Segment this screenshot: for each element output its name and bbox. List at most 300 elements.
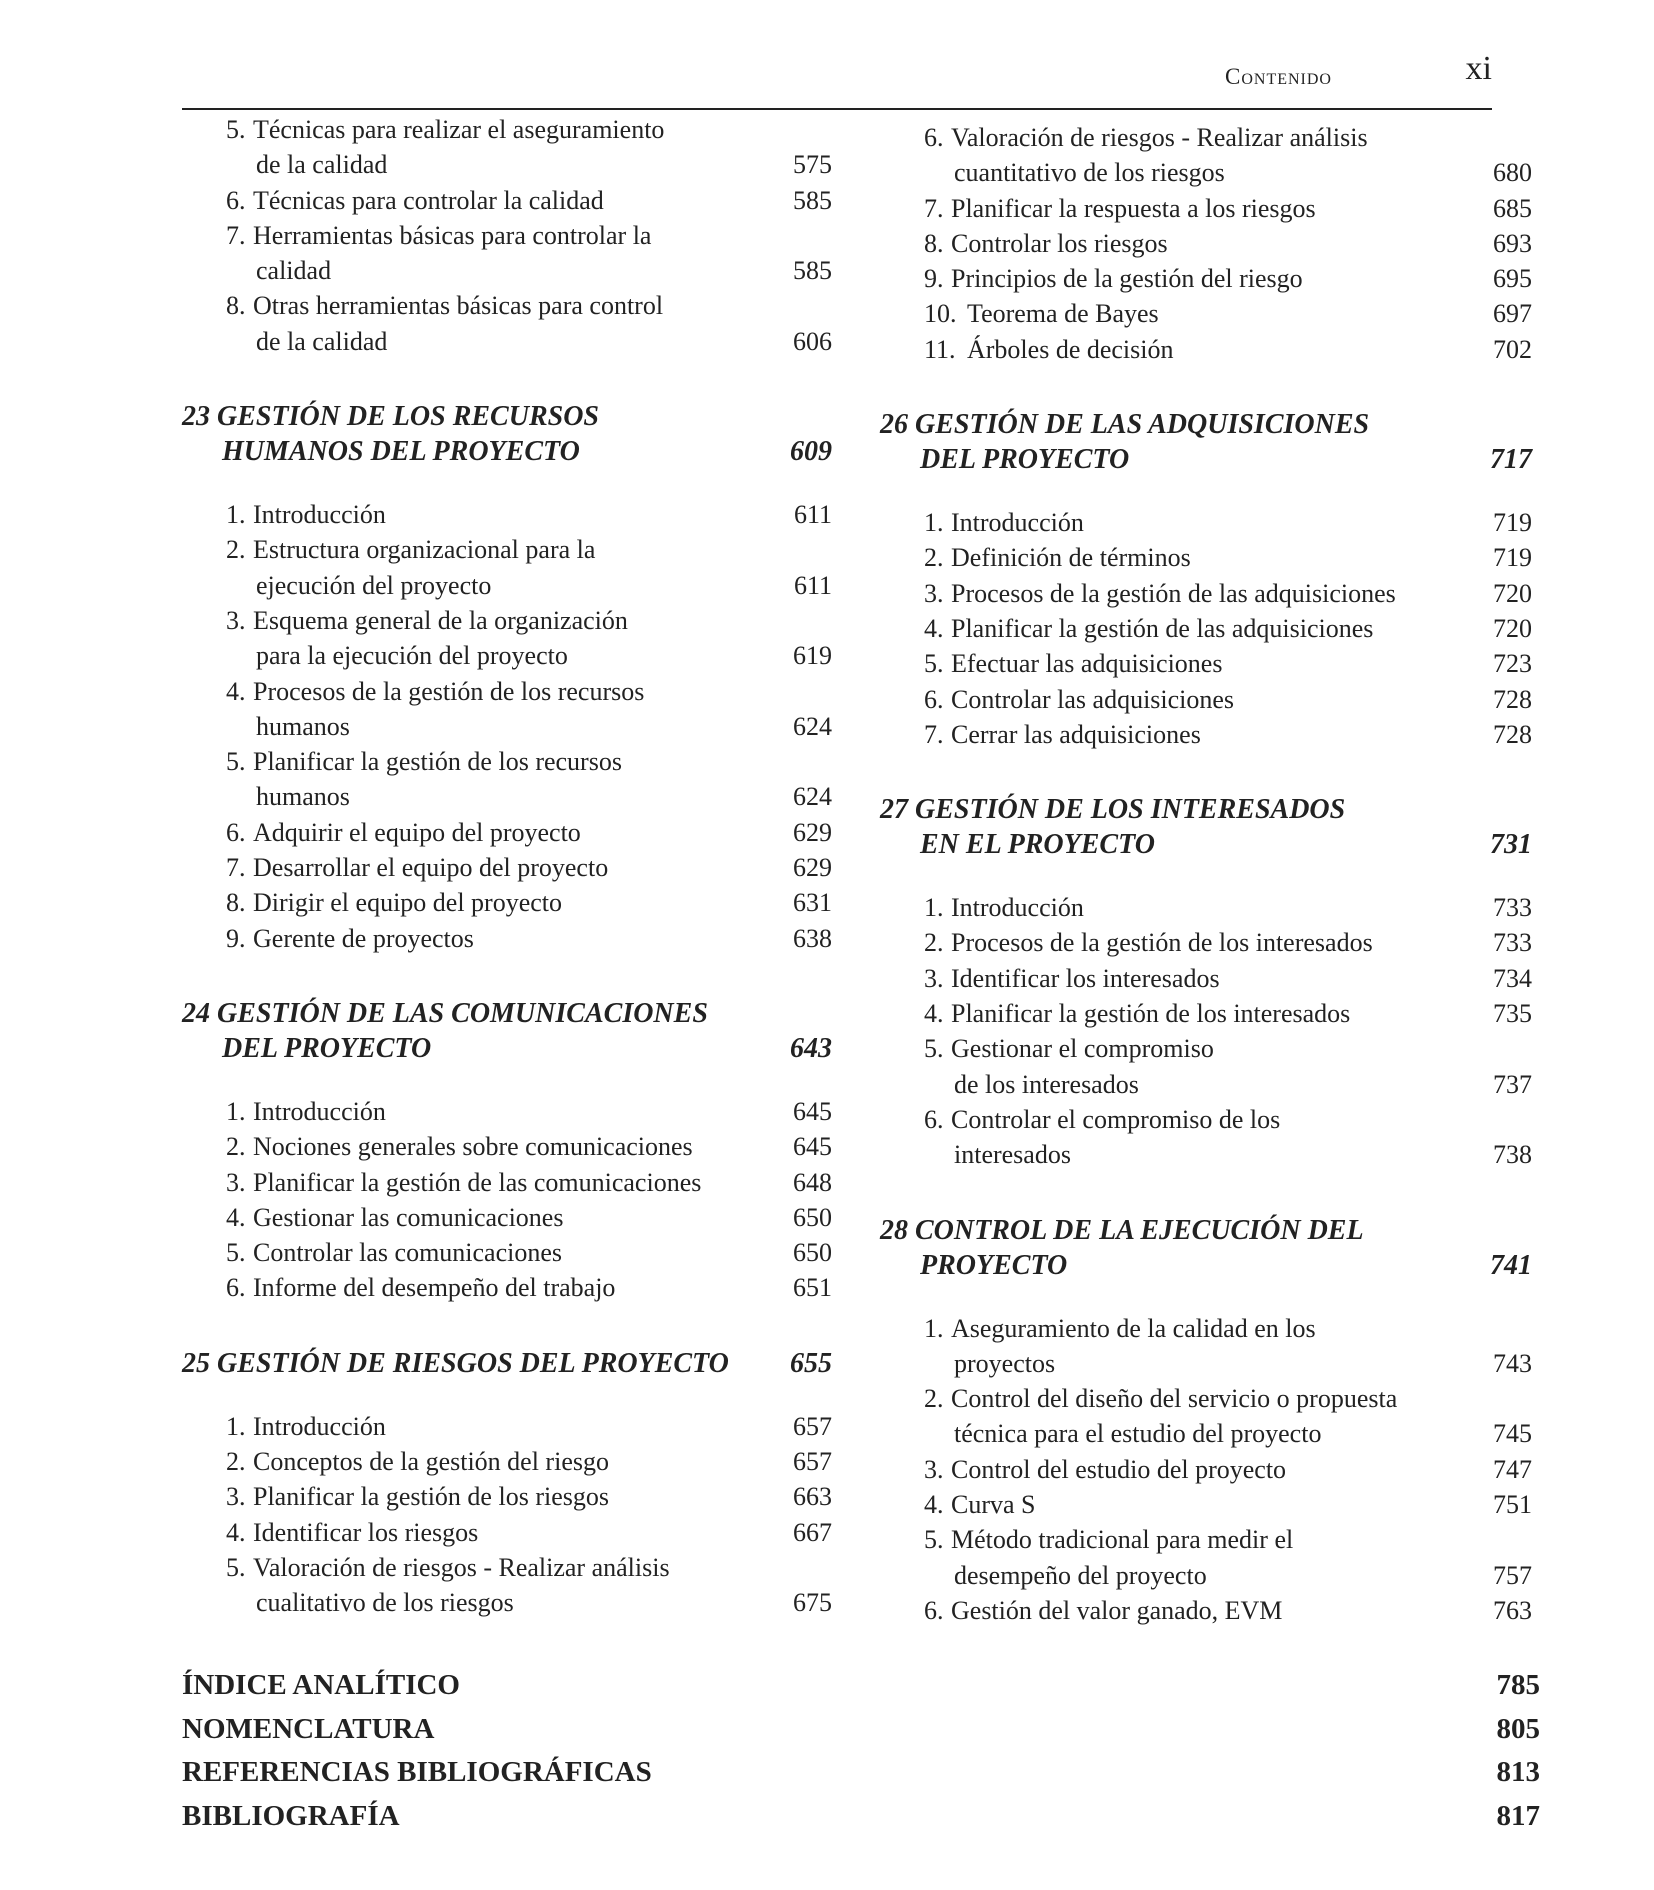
toc-entry: [182, 1550, 832, 1621]
chapter-entries: [182, 497, 832, 956]
entry-title: [226, 497, 752, 532]
entry-page: 575: [793, 150, 832, 180]
toc-entry: [182, 1479, 832, 1514]
entry-title-line: Planificar la gestión de las adquisiciones: [951, 613, 1374, 643]
chapter-page: 731: [1490, 829, 1532, 861]
entry-page: 719: [1493, 543, 1532, 573]
chapter-entries: [880, 1311, 1532, 1629]
entry-title: [226, 850, 752, 885]
toc-entry: [880, 1452, 1532, 1487]
entry-title-line: calidad: [256, 256, 332, 286]
entry-title-line: de la calidad: [256, 326, 388, 356]
entry-title: [226, 1515, 752, 1550]
toc-entry: [182, 183, 832, 218]
entry-page: 763: [1493, 1595, 1532, 1625]
entry-title-line: Controlar el compromiso de los: [951, 1104, 1281, 1134]
entry-title-line: Procesos de la gestión de los recursos: [253, 676, 645, 706]
entry-title-line: Árboles de decisión: [967, 334, 1174, 364]
entry-title-line: Estructura organizacional para la: [253, 535, 596, 565]
entry-number: 2.: [924, 1384, 944, 1414]
chapter-entries: [880, 890, 1532, 1172]
chapter-page: 643: [790, 1032, 832, 1064]
entry-page: 751: [1493, 1490, 1532, 1520]
entry-page: 728: [1493, 719, 1532, 749]
entry-number: 6.: [226, 1273, 246, 1303]
entry-title: [924, 226, 1452, 261]
chapter-title-line: 23 GESTIÓN DE LOS RECURSOS: [182, 401, 599, 433]
entry-title: [226, 1550, 752, 1621]
entry-title-line: Planificar la gestión de los recursos: [253, 747, 622, 777]
entry-title: [226, 112, 752, 183]
entry-number: 7.: [226, 853, 246, 883]
entry-title-line: Conceptos de la gestión del riesgo: [253, 1447, 609, 1477]
chapter-heading: [880, 407, 1532, 477]
toc-entry: [182, 1094, 832, 1129]
entry-number: 5.: [924, 1034, 944, 1064]
entry-title: [226, 674, 752, 745]
entry-page: 645: [793, 1132, 832, 1162]
entry-number: 1.: [226, 1411, 246, 1441]
entry-title-line: Adquirir el equipo del proyecto: [253, 817, 581, 847]
entry-title: [924, 576, 1452, 611]
entry-title-line: Otras herramientas básicas para control: [253, 291, 664, 321]
entry-number: 5.: [226, 1552, 246, 1582]
entry-page: 685: [1493, 193, 1532, 223]
chapter-block: [880, 1213, 1532, 1629]
entry-page: 745: [1493, 1419, 1532, 1449]
toc-entry: [182, 885, 832, 920]
toc-entry: [182, 603, 832, 674]
entry-title: [226, 1129, 752, 1164]
entry-title: [226, 288, 752, 359]
back-matter-item: [182, 1708, 1540, 1752]
entry-title-line: Identificar los interesados: [951, 963, 1220, 993]
entry-title-line: Introducción: [253, 1411, 386, 1441]
entry-title-line: Planificar la gestión de las comunicaciones: [253, 1167, 702, 1197]
entry-page: 693: [1493, 228, 1532, 258]
entry-title-line: Valoración de riesgos - Realizar análisis: [951, 123, 1368, 152]
entry-number: 2.: [226, 535, 246, 565]
entry-title: [226, 532, 752, 603]
entry-number: 2.: [924, 928, 944, 958]
entry-page: 624: [793, 782, 832, 812]
entry-page: 757: [1493, 1560, 1532, 1590]
entry-title-line: Nociones generales sobre comunicaciones: [253, 1132, 693, 1162]
entry-number: 9.: [924, 264, 944, 294]
toc-entry: [880, 296, 1532, 331]
entry-title: [226, 1165, 752, 1200]
back-matter-title: BIBLIOGRAFÍA: [182, 1799, 400, 1832]
entry-number: 1.: [924, 1313, 944, 1343]
entry-title-line: Herramientas básicas para controlar la: [253, 220, 652, 250]
entry-title-line: Controlar las comunicaciones: [253, 1238, 563, 1268]
entry-number: 4.: [924, 999, 944, 1029]
entry-title: [226, 815, 752, 850]
back-matter-list: [182, 1664, 1540, 1838]
toc-entry: [182, 850, 832, 885]
entry-title-line: Gestionar las comunicaciones: [253, 1202, 564, 1232]
entry-number: 5.: [226, 1238, 246, 1268]
entry-title: [924, 540, 1452, 575]
entry-title: [226, 885, 752, 920]
entry-title-line: Control del diseño del servicio o propuesta: [951, 1384, 1398, 1414]
entry-title-line: para la ejecución del proyecto: [256, 641, 568, 671]
toc-entry: [182, 112, 832, 183]
toc-entry: [880, 890, 1532, 925]
chapter-entries: [880, 505, 1532, 752]
entry-title-line: Principios de la gestión del riesgo: [951, 264, 1303, 294]
toc-entry: [880, 1487, 1532, 1522]
back-matter-item: [182, 1795, 1540, 1839]
back-matter-item: [182, 1751, 1540, 1795]
entry-title-line: Definición de términos: [951, 543, 1191, 573]
entry-title-line: Método tradicional para medir el: [951, 1525, 1294, 1555]
toc-entry: [182, 1444, 832, 1479]
entry-title: [226, 183, 752, 218]
entry-number: 7.: [226, 220, 246, 250]
entry-number: 7.: [924, 193, 944, 223]
entry-title-line: desempeño del proyecto: [954, 1560, 1207, 1590]
entry-number: 4.: [226, 1202, 246, 1232]
entry-page: 648: [793, 1167, 832, 1197]
entry-page: 651: [793, 1273, 832, 1303]
back-matter-page: 805: [1496, 1712, 1540, 1745]
chapter-page: 717: [1490, 444, 1532, 476]
entry-title: [924, 261, 1452, 296]
entry-title-line: Planificar la respuesta a los riesgos: [951, 193, 1316, 223]
entry-number: 3.: [226, 605, 246, 635]
continued-entries: [880, 120, 1532, 367]
entry-number: 3.: [226, 1167, 246, 1197]
entry-page: 585: [793, 185, 832, 215]
toc-entry: [880, 1031, 1532, 1102]
toc-right-column: [880, 120, 1532, 1628]
entry-title-line: Planificar la gestión de los riesgos: [253, 1482, 609, 1512]
toc-entry: [182, 744, 832, 815]
entry-number: 4.: [226, 676, 246, 706]
entry-number: 5.: [226, 747, 246, 777]
chapter-spacer: [880, 1173, 1532, 1213]
chapter-title-line: PROYECTO: [920, 1249, 1068, 1281]
toc-entry: [182, 815, 832, 850]
entry-title-line: Controlar las adquisiciones: [951, 684, 1235, 714]
entry-title: [924, 1522, 1452, 1593]
entry-number: 6.: [924, 1595, 944, 1625]
entry-page: 611: [793, 570, 832, 600]
chapter-block: [182, 996, 832, 1306]
entry-title-line: humanos: [256, 782, 350, 812]
entry-title: [226, 1270, 752, 1305]
entry-title-line: Planificar la gestión de los interesados: [951, 999, 1351, 1029]
entry-title-line: Informe del desempeño del trabajo: [253, 1273, 616, 1303]
entry-page: 585: [793, 256, 832, 286]
toc-entry: [880, 646, 1532, 681]
entry-title-line: Introducción: [951, 893, 1084, 923]
entry-number: 6.: [924, 684, 944, 714]
toc-entry: [182, 921, 832, 956]
toc-entry: [880, 611, 1532, 646]
entry-title: [226, 218, 752, 289]
entry-page: 657: [793, 1447, 832, 1477]
chapter-title-line: EN EL PROYECTO: [920, 829, 1155, 861]
chapter-spacer: [880, 367, 1532, 407]
entry-number: 6.: [924, 1104, 944, 1134]
chapter-block: [880, 792, 1532, 1172]
entry-page: 728: [1493, 684, 1532, 714]
entry-page: 720: [1493, 613, 1532, 643]
back-matter-item: [182, 1664, 1540, 1708]
entry-title: [924, 191, 1452, 226]
entry-number: 6.: [924, 123, 944, 152]
entry-page: 663: [793, 1482, 832, 1512]
entry-page: 624: [793, 711, 832, 741]
entry-title-line: Efectuar las adquisiciones: [951, 649, 1223, 679]
toc-entry: [182, 1270, 832, 1305]
entry-title: [924, 332, 1452, 367]
toc-entry: [182, 218, 832, 289]
entry-number: 4.: [924, 613, 944, 643]
toc-left-column: [182, 112, 832, 1621]
chapter-heading: [182, 1346, 832, 1381]
entry-title: [924, 682, 1452, 717]
toc-entry: [182, 532, 832, 603]
chapter-title-line: DEL PROYECTO: [920, 444, 1130, 476]
chapter-title-line: 25 GESTIÓN DE RIESGOS DEL PROYECTO: [182, 1347, 729, 1379]
entry-page: 619: [793, 641, 832, 671]
entry-title-line: de los interesados: [954, 1069, 1139, 1099]
chapter-spacer: [182, 956, 832, 996]
back-matter-title: ÍNDICE ANALÍTICO: [182, 1669, 460, 1701]
entry-number: 9.: [226, 923, 246, 953]
entry-number: 10.: [924, 299, 957, 329]
entry-page: 747: [1493, 1454, 1532, 1484]
entry-title-line: interesados: [954, 1140, 1071, 1170]
entry-number: 4.: [226, 1517, 246, 1547]
chapter-title-line: 24 GESTIÓN DE LAS COMUNICACIONES: [182, 997, 708, 1029]
entry-number: 2.: [226, 1447, 246, 1477]
entry-number: 6.: [226, 185, 246, 215]
entry-title: [226, 921, 752, 956]
entry-page: 606: [793, 326, 832, 356]
entry-title-line: Control del estudio del proyecto: [951, 1454, 1287, 1484]
toc-entry: [880, 1381, 1532, 1452]
entry-page: 631: [793, 888, 832, 918]
entry-page: 737: [1493, 1069, 1532, 1099]
toc-entry: [880, 925, 1532, 960]
back-matter-title: NOMENCLATURA: [182, 1712, 435, 1745]
page-header: [182, 50, 1492, 110]
entry-title-line: ejecución del proyecto: [256, 570, 492, 600]
entry-title-line: Introducción: [951, 508, 1084, 538]
entry-title: [924, 1102, 1452, 1173]
toc-entry: [182, 1409, 832, 1444]
page-number: xi: [1465, 50, 1492, 87]
entry-title: [226, 1409, 752, 1444]
entry-page: 719: [1493, 508, 1532, 538]
entry-number: 3.: [226, 1482, 246, 1512]
chapter-spacer: [880, 752, 1532, 792]
entry-title-line: Aseguramiento de la calidad en los: [951, 1313, 1316, 1343]
entry-number: 4.: [924, 1490, 944, 1520]
entry-title-line: Gestión del valor ganado, EVM: [951, 1595, 1283, 1625]
entry-page: 695: [1493, 264, 1532, 294]
continued-entries: [182, 112, 832, 359]
entry-title-line: Curva S: [951, 1490, 1036, 1520]
entry-title: [924, 296, 1452, 331]
entry-page: 650: [793, 1238, 832, 1268]
entry-number: 11.: [924, 334, 956, 364]
entry-title: [924, 1452, 1452, 1487]
entry-number: 1.: [226, 500, 246, 530]
chapter-entries: [182, 1409, 832, 1621]
entry-page: 657: [793, 1411, 832, 1441]
entry-title: [924, 1381, 1452, 1452]
toc-entry: [880, 191, 1532, 226]
chapter-heading: [880, 1213, 1532, 1283]
entry-title: [226, 744, 752, 815]
entry-page: 645: [793, 1096, 832, 1126]
toc-entry: [182, 497, 832, 532]
chapter-heading: [182, 996, 832, 1066]
entry-number: 5.: [924, 1525, 944, 1555]
toc-entry: [880, 226, 1532, 261]
toc-entry: [182, 674, 832, 745]
entry-title: [924, 1031, 1452, 1102]
chapter-heading: [880, 792, 1532, 862]
entry-title: [226, 1444, 752, 1479]
toc-entry: [880, 1102, 1532, 1173]
chapter-block: [880, 407, 1532, 752]
toc-entry: [880, 961, 1532, 996]
toc-entry: [880, 1311, 1532, 1382]
entry-title-line: Técnicas para controlar la calidad: [253, 185, 604, 215]
entry-title: [924, 925, 1452, 960]
entry-page: 697: [1493, 299, 1532, 329]
entry-page: 734: [1493, 963, 1532, 993]
entry-title: [924, 1311, 1452, 1382]
entry-title-line: Técnicas para realizar el aseguramiento: [253, 115, 665, 144]
chapter-page: 741: [1490, 1249, 1532, 1281]
entry-number: 2.: [226, 1132, 246, 1162]
entry-title-line: Valoración de riesgos - Realizar análisis: [253, 1552, 670, 1582]
entry-number: 7.: [924, 719, 944, 749]
entry-title-line: Desarrollar el equipo del proyecto: [253, 853, 609, 883]
chapter-title-line: 26 GESTIÓN DE LAS ADQUISICIONES: [880, 409, 1370, 441]
entry-title: [924, 1593, 1452, 1628]
entry-title: [226, 1200, 752, 1235]
entry-title-line: cualitativo de los riesgos: [256, 1588, 514, 1618]
entry-title-line: Gestionar el compromiso: [951, 1034, 1214, 1064]
toc-entry: [880, 576, 1532, 611]
entry-page: 629: [793, 817, 832, 847]
entry-page: 720: [1493, 578, 1532, 608]
entry-title: [924, 996, 1452, 1031]
entry-title-line: Cerrar las adquisiciones: [951, 719, 1201, 749]
entry-page: 611: [793, 500, 832, 530]
entry-title: [924, 1487, 1452, 1522]
toc-entry: [182, 1129, 832, 1164]
entry-title-line: Teorema de Bayes: [967, 299, 1159, 329]
chapter-spacer: [182, 1306, 832, 1346]
entry-title: [924, 890, 1452, 925]
entry-title: [924, 611, 1452, 646]
chapter-title-line: HUMANOS DEL PROYECTO: [222, 436, 580, 468]
chapter-heading: [182, 399, 832, 469]
toc-entry: [880, 1593, 1532, 1628]
entry-title-line: técnica para el estudio del proyecto: [954, 1419, 1322, 1449]
entry-title-line: Gerente de proyectos: [253, 923, 474, 953]
entry-page: 733: [1493, 928, 1532, 958]
back-matter-page: 813: [1496, 1756, 1540, 1788]
entry-title-line: Introducción: [253, 500, 386, 530]
entry-page: 650: [793, 1202, 832, 1232]
toc-entry: [880, 332, 1532, 367]
entry-number: 5.: [226, 115, 246, 144]
toc-entry: [880, 540, 1532, 575]
entry-page: 638: [793, 923, 832, 953]
toc-entry: [880, 261, 1532, 296]
entry-page: 629: [793, 853, 832, 883]
entry-number: 3.: [924, 1454, 944, 1484]
chapter-page: 655: [790, 1347, 832, 1379]
entry-page: 733: [1493, 893, 1532, 923]
chapter-spacer: [182, 359, 832, 399]
chapter-title-line: DEL PROYECTO: [222, 1032, 432, 1064]
toc-entry: [880, 996, 1532, 1031]
entry-number: 5.: [924, 649, 944, 679]
entry-title-line: humanos: [256, 711, 350, 741]
entry-number: 8.: [226, 888, 246, 918]
toc-entry: [182, 288, 832, 359]
entry-page: 667: [793, 1517, 832, 1547]
toc-entry: [182, 1515, 832, 1550]
entry-title: [924, 505, 1452, 540]
toc-entry: [182, 1235, 832, 1270]
entry-title: [226, 1094, 752, 1129]
entry-title: [924, 717, 1452, 752]
entry-number: 8.: [226, 291, 246, 321]
entry-page: 723: [1493, 649, 1532, 679]
chapter-title-line: 27 GESTIÓN DE LOS INTERESADOS: [880, 794, 1346, 826]
entry-title-line: de la calidad: [256, 150, 388, 180]
entry-title-line: proyectos: [954, 1348, 1056, 1378]
entry-title: [226, 603, 752, 674]
entry-number: 6.: [226, 817, 246, 847]
entry-page: 702: [1493, 334, 1532, 364]
entry-page: 743: [1493, 1348, 1532, 1378]
entry-title-line: Procesos de la gestión de las adquisiciones: [951, 578, 1396, 608]
entry-title-line: Introducción: [253, 1096, 386, 1126]
toc-entry: [880, 717, 1532, 752]
entry-page: 735: [1493, 999, 1532, 1029]
entry-title-line: Procesos de la gestión de los interesados: [951, 928, 1373, 958]
entry-number: 1.: [924, 893, 944, 923]
entry-title: [226, 1235, 752, 1270]
running-title: Contenido: [1225, 64, 1332, 89]
entry-title: [924, 961, 1452, 996]
entry-title-line: cuantitativo de los riesgos: [954, 158, 1225, 188]
entry-page: 675: [793, 1588, 832, 1618]
toc-entry: [182, 1200, 832, 1235]
toc-entry: [880, 120, 1532, 191]
entry-title-line: Identificar los riesgos: [253, 1517, 479, 1547]
entry-number: 1.: [226, 1096, 246, 1126]
back-matter-title: REFERENCIAS BIBLIOGRÁFICAS: [182, 1756, 652, 1788]
entry-page: 738: [1493, 1140, 1532, 1170]
back-matter-page: 785: [1496, 1669, 1540, 1701]
chapter-block: [182, 1346, 832, 1621]
back-matter-page: 817: [1496, 1799, 1540, 1832]
